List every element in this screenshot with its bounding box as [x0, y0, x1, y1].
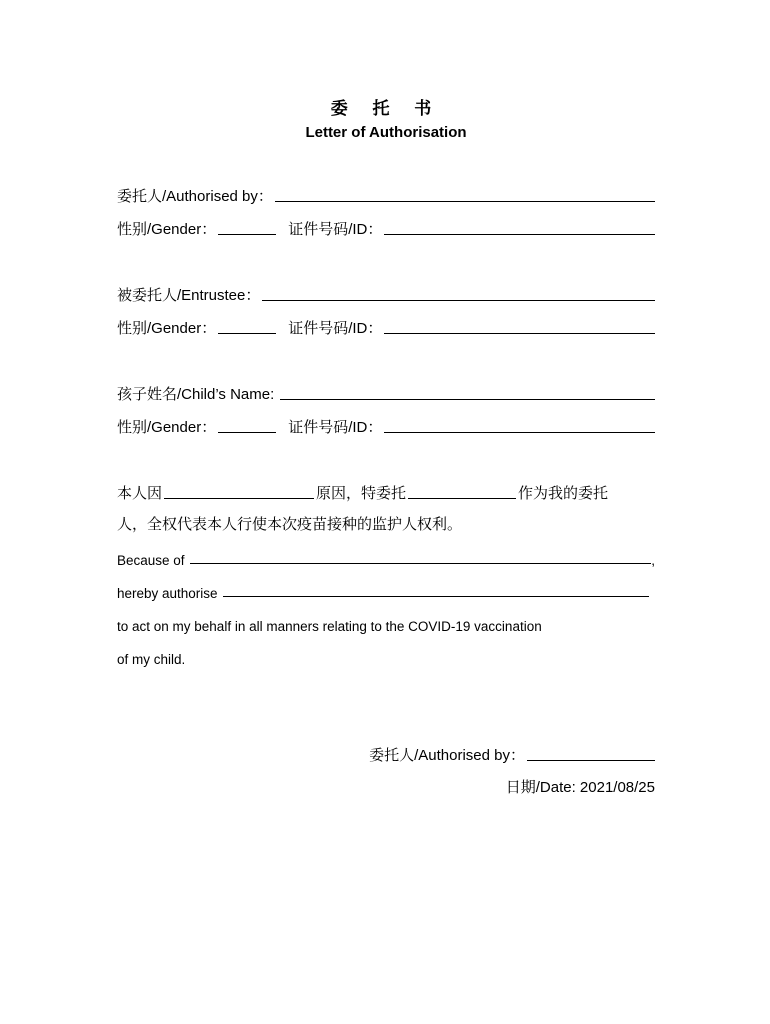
entrustee-id-field[interactable] [384, 332, 655, 334]
signature-label: 委托人/Authorised by： [369, 747, 525, 764]
child-gender-label: 性别/Gender： [117, 419, 217, 436]
authoriser-row [117, 184, 655, 206]
statement-en-line1 [117, 546, 655, 568]
title-english: Letter of Authorisation [305, 124, 467, 141]
reason-en-field[interactable] [190, 562, 652, 564]
authoriser-id-label: 证件号码/ID： [288, 221, 383, 238]
child-details-row [117, 415, 655, 437]
statement-cn-line1 [117, 481, 655, 503]
date-row [117, 775, 655, 797]
statement-en-line3 [117, 612, 655, 634]
entrustee-label: 被委托人/Entrustee： [117, 287, 261, 304]
reason-cn-field[interactable] [164, 497, 314, 499]
statement-cn-line2-text: 人，全权代表本人行使本次疫苗接种的监护人权利。 [117, 516, 463, 533]
entrustee-en-field[interactable] [223, 595, 649, 597]
authorisation-letter [117, 0, 655, 1024]
statement-en-line2 [117, 579, 655, 601]
child-id-field[interactable] [384, 431, 655, 433]
authoriser-gender-field[interactable] [218, 233, 276, 235]
signature-date: 日期/Date: 2021/08/25 [505, 779, 655, 796]
child-gender-field[interactable] [218, 431, 276, 433]
entrustee-id-label: 证件号码/ID： [288, 320, 383, 337]
statement-en-line3-text: to act on my behalf in all manners relating to the COVID-19 vaccination [117, 619, 542, 634]
authoriser-gender-label: 性别/Gender： [117, 221, 217, 238]
entrustee-row [117, 283, 655, 305]
statement-cn-part2: 原因，特委托 [316, 485, 407, 502]
hereby-authorise-label: hereby authorise [117, 586, 218, 601]
entrustee-details-row [117, 316, 655, 338]
because-of-label: Because of [117, 553, 185, 568]
statement-cn-part3: 作为我的委托 [518, 485, 609, 502]
statement-cn-line2 [117, 512, 655, 534]
child-name-field[interactable] [280, 398, 655, 400]
authoriser-id-field[interactable] [384, 233, 655, 235]
signature-row [117, 743, 655, 765]
entrustee-gender-field[interactable] [218, 332, 276, 334]
because-comma: , [651, 553, 655, 568]
statement-en-line4 [117, 645, 655, 667]
authoriser-name-field[interactable] [275, 200, 655, 202]
signature-field[interactable] [527, 759, 655, 761]
statement-cn-part1: 本人因 [117, 485, 163, 502]
child-name-label: 孩子姓名/Child’s Name: [117, 386, 275, 403]
entrustee-name-field[interactable] [262, 299, 655, 301]
child-id-label: 证件号码/ID： [288, 419, 383, 436]
entrustee-cn-field[interactable] [408, 497, 516, 499]
authoriser-label: 委托人/Authorised by： [117, 188, 273, 205]
title-chinese: 委 托 书 [330, 99, 442, 118]
statement-en-line4-text: of my child. [117, 652, 186, 667]
entrustee-gender-label: 性别/Gender： [117, 320, 217, 337]
authoriser-details-row [117, 217, 655, 239]
child-row [117, 382, 655, 404]
